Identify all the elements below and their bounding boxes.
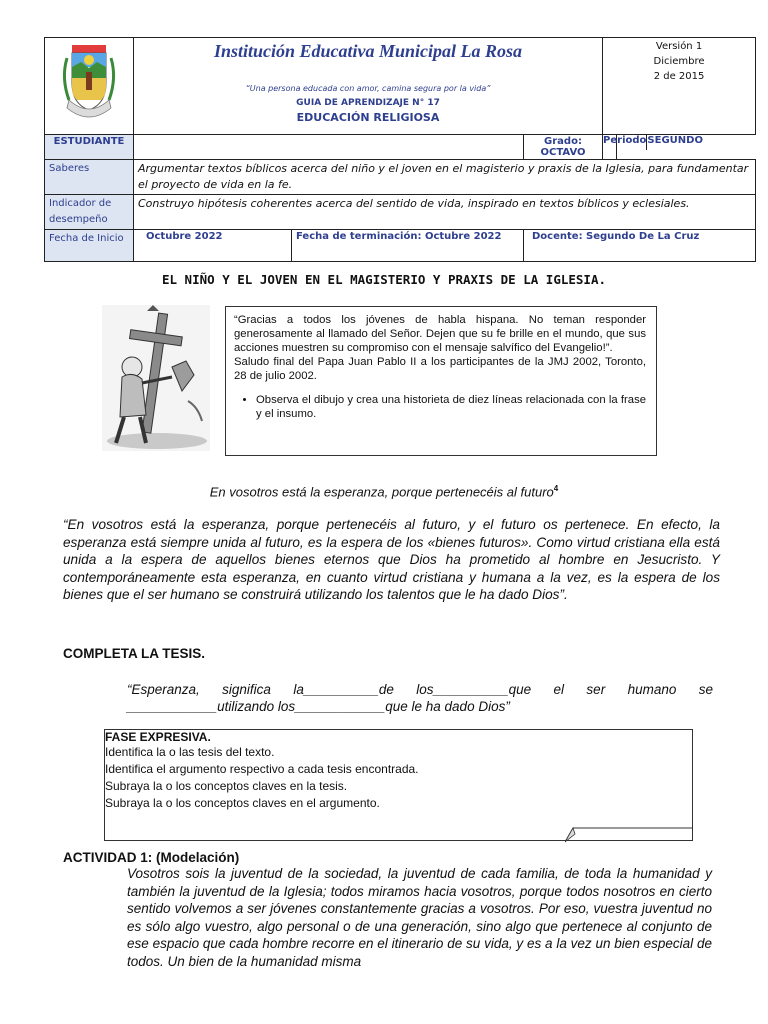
thesis-fill-in <box>127 681 713 715</box>
activity-text: Vosotros sois la juventud de la sociedad, la juventud de cada familia, de toda la humanidad y también la juventud de la Iglesia; todos miramos hacia vosotros, porque todos nosotros en cierto sentido volvemos a ser jóvenes constantemente gracias a vosotros. Por eso, vuestra juventud no es sólo algo vuestro, algo personal o de una generación, sino algo que pertenece al conjunto de ese espacio que cada hombre recorre en el itinerario de su vida, y es a la vez un bien especial de todos. Un bien de la humanidad misma <box>127 866 712 969</box>
footnote-ref: 4 <box>553 484 559 493</box>
indicator-label: Indicador de desempeño <box>45 195 134 230</box>
start-value: Octubre 2022 <box>134 230 292 262</box>
period-value: SEGUNDO <box>647 135 703 146</box>
expressive-item: Identifica el argumento respectivo a cada tesis encontrada. <box>105 762 419 776</box>
school-crest-logo <box>45 38 133 130</box>
subtitle <box>0 484 768 499</box>
header-table <box>44 37 756 262</box>
hope-paragraph: “En vosotros está la esperanza, porque pertenecéis al futuro, y el futuro os pertenece. En efecto, la esperanza está siempre unida al futuro, es la espera de los «bienes futuros». Como virtud cristiana ella está unida a la espera de aquellos bienes eternos que Dios ha prometido al hombre en Jesucristo. Y contemporáneamente esta esperanza, en cuanto virtud cristiana y humana a la vez, es la espera de los bienes que el ser humano se construirá utilizando los talentos que le ha dado Dios”. <box>63 517 720 602</box>
expressive-item: Subraya la o los conceptos claves en el argumento. <box>105 796 380 810</box>
motto: “Una persona educada con amor, camina segura por la vida” <box>245 84 491 93</box>
version-line3: 2 de 2015 <box>653 71 705 82</box>
start-label: Fecha de Inicio <box>45 230 134 262</box>
version-line1: Versión 1 <box>655 41 703 52</box>
expressive-phase-title: FASE EXPRESIVA. <box>105 730 211 744</box>
main-title: EL NIÑO Y EL JOVEN EN EL MAGISTERIO Y PRAXIS DE LA IGLESIA. <box>161 272 606 287</box>
quote-source: Saludo final del Papa Juan Pablo II a los participantes de la JMJ 2002, Toronto, 28 de julio 2002. <box>234 356 646 382</box>
complete-thesis-heading: COMPLETA LA TESIS. <box>63 646 206 661</box>
expressive-item: Subraya la o los conceptos claves en la tesis. <box>105 779 348 793</box>
saberes-label: Saberes <box>45 160 134 195</box>
activity-heading: ACTIVIDAD 1: (Modelación) <box>63 850 240 865</box>
version-line2: Diciembre <box>653 56 705 67</box>
subtitle-text: En vosotros está la esperanza, porque pertenecéis al futuro <box>209 484 554 500</box>
boy-with-cross-illustration <box>102 305 210 451</box>
task-item: • Observa el dibujo y crea una historieta de diez líneas relacionada con la frase y el insumo. <box>256 393 646 421</box>
guide-number: GUIA DE APRENDIZAJE N° 17 <box>296 98 440 108</box>
expressive-item: Identifica la o las tesis del texto. <box>105 745 275 759</box>
logo-cell <box>45 38 134 135</box>
quote-text: “Gracias a todos los jóvenes de habla hispana. No teman responder generosamente al llamado del Señor. Dejen que su fe brille en el mundo, que sus acciones muestren su compromiso con el mensaje salvífico del Evangelio!”. <box>234 314 646 354</box>
student-label: ESTUDIANTE <box>45 135 134 160</box>
period-label: Periodo <box>603 135 647 150</box>
title-cell <box>134 38 603 135</box>
folded-corner-icon <box>565 824 695 844</box>
thesis-line2: ____________utilizando los____________que le ha dado Dios” <box>127 699 510 714</box>
indicator-text: Construyo hipótesis coherentes acerca del sentido de vida, inspirado en textos bíblicos y eclesiales. <box>134 195 756 230</box>
version-cell <box>603 38 756 135</box>
end-date: Fecha de terminación: Octubre 2022 <box>292 230 524 262</box>
grade: Grado: OCTAVO <box>524 135 603 160</box>
quote-box <box>225 306 657 456</box>
teacher: Docente: Segundo De La Cruz <box>524 230 756 262</box>
institution-name: Institución Educativa Municipal La Rosa <box>213 41 523 61</box>
student-value <box>134 135 524 160</box>
subject-title: EDUCACIÓN RELIGIOSA <box>296 111 440 124</box>
thesis-line1: “Esperanza, significa la__________de los__________que el ser humano se <box>127 682 713 697</box>
saberes-text: Argumentar textos bíblicos acerca del niño y el joven en el magisterio y praxis de la Iglesia, para fundamentar el proyecto de vida en la fe. <box>134 160 756 195</box>
period-group <box>603 135 703 160</box>
task-list <box>234 393 646 421</box>
